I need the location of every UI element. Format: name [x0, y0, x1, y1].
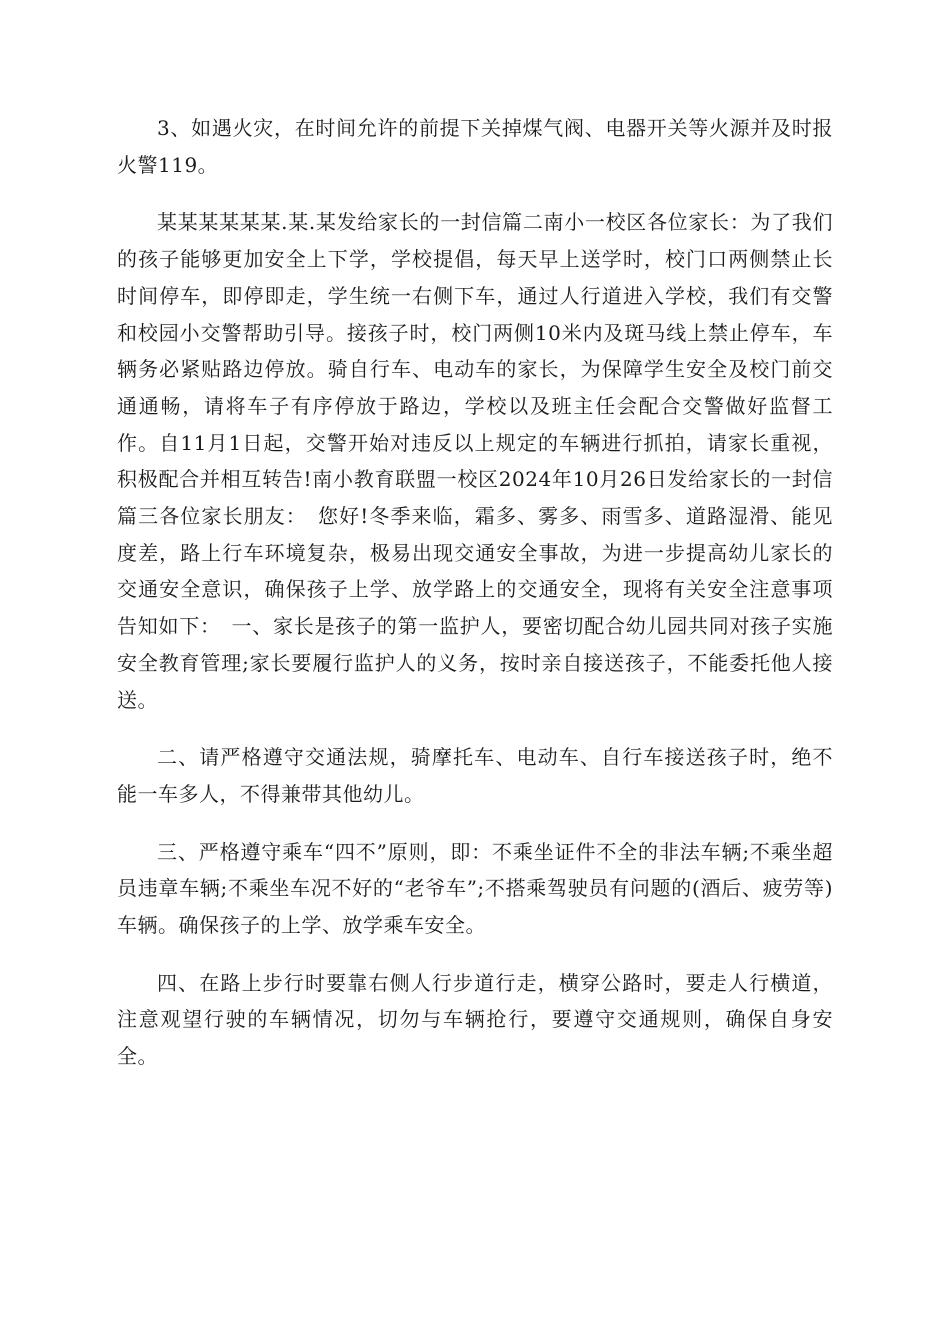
paragraph-letter-two-three: 某某某某某某.某.某发给家长的一封信篇二南小一校区各位家长：为了我们的孩子能够更加安全上下学，学校提倡，每天早上送学时，校门口两侧禁止长时间停车，即停即走，学生统一右侧下车，通过人行道进入学校，我们有交警和校园小交警帮助引导。接孩子时，校门两侧10米内及斑马线上禁止停车，车辆务必紧贴路边停放。骑自行车、电动车的家长，为保障学生安全及校门前交通通畅，请将车子有序停放于路边，学校以及班主任会配合交警做好监督工作。自11月1日起，交警开始对违反以上规定的车辆进行抓拍，请家长重视，积极配合并相互转告!南小教育联盟一校区2024年10月26日发给家长的一封信篇三各位家长朋友： 您好!冬季来临，霜多、雾多、雨雪多、道路湿滑、能见度差，路上行车环境复杂，极易出现交通安全事故，为进一步提高幼儿家长的交通安全意识，确保孩子上学、放学路上的交通安全，现将有关安全注意事项告知如下： 一、家长是孩子的第一监护人，要密切配合幼儿园共同对孩子实施安全教育管理;家长要履行监护人的义务，按时亲自接送孩子，不能委托他人接送。	[117, 210, 833, 712]
paragraph-rule-two: 二、请严格遵守交通法规，骑摩托车、电动车、自行车接送孩子时，绝不能一车多人，不得兼带其他幼儿。	[117, 745, 833, 806]
paragraph-rule-four: 四、在路上步行时要靠右侧人行步道行走，横穿公路时，要走人行横道，注意观望行驶的车辆情况，切勿与车辆抢行，要遵守交通规则，确保自身安全。	[117, 970, 833, 1069]
paragraph-rule-three: 三、严格遵守乘车“四不”原则，即：不乘坐证件不全的非法车辆;不乘坐超员违章车辆;不乘坐车况不好的“老爷车”;不搭乘驾驶员有问题的(酒后、疲劳等)车辆。确保孩子的上学、放学乘车安全。	[117, 839, 833, 938]
document-body	[117, 110, 833, 1096]
paragraph-fire-safety: 3、如遇火灾，在时间允许的前提下关掉煤气阀、电器开关等火源并及时报火警119。	[117, 116, 833, 177]
